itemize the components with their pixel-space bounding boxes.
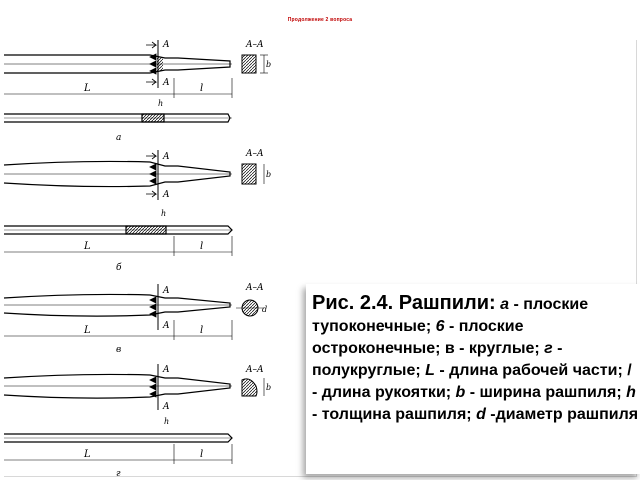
rasp-b-section-marks xyxy=(146,150,158,200)
dim-h-a: h xyxy=(158,99,164,108)
dim-L-a: L xyxy=(84,83,91,94)
section-aa-b xyxy=(242,164,264,184)
dim-b-b: b xyxy=(266,170,272,179)
rasp-b-dimensions xyxy=(4,236,232,256)
dim-l-c: l xyxy=(200,325,204,336)
section-mark-d2: A xyxy=(163,402,170,412)
dim-l-a: l xyxy=(200,83,204,94)
dim-d-c: d xyxy=(262,305,268,314)
section-aa-d xyxy=(242,378,264,396)
section-mark-b1: A xyxy=(163,152,170,162)
caption-text-width: - ширина рашпиля; xyxy=(465,384,627,401)
rasp-a-dimensions xyxy=(4,78,232,98)
variant-label-c: в xyxy=(116,345,122,355)
dim-l-d: l xyxy=(200,449,204,460)
rasp-b-side-view xyxy=(4,226,232,234)
rasp-d-plan-view xyxy=(4,374,232,398)
caption-sym-h: h xyxy=(626,384,636,401)
section-aa-c xyxy=(236,300,264,316)
section-label-a: A–A xyxy=(246,40,264,50)
rasp-d-section-marks xyxy=(150,364,158,410)
section-label-b: A–A xyxy=(246,149,264,159)
dim-h-b: h xyxy=(161,209,167,218)
dim-b-a: b xyxy=(266,60,272,69)
rasp-d-side-view xyxy=(4,434,232,442)
rasp-a-side-view xyxy=(4,114,232,122)
dim-l-b: l xyxy=(200,241,204,252)
section-label-c: A–A xyxy=(246,283,264,293)
rasp-c-dimensions xyxy=(4,320,232,340)
caption-sym-a: а xyxy=(500,296,510,313)
caption-text-d: -диаметр рашпиля xyxy=(485,406,639,423)
rasp-d-dimensions xyxy=(4,444,232,464)
caption-text-L: - длина рабочей части; / - длина рукоятки; xyxy=(312,362,632,401)
caption-sym-b: 6 xyxy=(435,318,445,335)
dim-b-d: b xyxy=(266,383,272,392)
section-mark-d1: A xyxy=(163,365,170,375)
slide-title: Продолжение 2 вопроса xyxy=(287,17,353,23)
rasp-b-plan-view xyxy=(4,161,232,186)
variant-label-a: а xyxy=(116,133,122,143)
section-mark-c1: A xyxy=(163,286,170,296)
caption-text-a: - плоские тупоконечные; xyxy=(312,296,589,335)
caption-sym-b-width: b xyxy=(455,384,466,401)
figure-caption xyxy=(306,284,640,474)
section-mark-b2: A xyxy=(163,190,170,200)
dim-L-c: L xyxy=(84,325,91,336)
variant-label-d: г xyxy=(116,469,121,479)
dim-L-d: L xyxy=(84,449,91,460)
caption-title: Рис. 2.4. Рашпили: xyxy=(312,292,496,314)
variant-label-b: б xyxy=(116,263,122,273)
caption-sym-L: L xyxy=(425,362,435,379)
rasp-c-plan-view xyxy=(4,294,232,316)
dim-L-b: L xyxy=(84,241,91,252)
dim-h-d: h xyxy=(164,417,170,426)
caption-sym-g: г xyxy=(544,340,553,357)
caption-text-g: - полукруглые; xyxy=(312,340,563,379)
section-label-d: A–A xyxy=(246,365,264,375)
rasp-a-plan-view xyxy=(4,55,232,73)
section-aa-a xyxy=(242,55,268,73)
caption-text-h: - толщина рашпиля; xyxy=(312,406,477,423)
rasp-c-section-marks xyxy=(150,284,158,330)
section-mark-a2: A xyxy=(163,78,170,88)
caption-text-b: - плоские остроконечные; в - круглые; xyxy=(312,318,545,357)
section-mark-a1: A xyxy=(163,40,170,50)
caption-sym-d: d xyxy=(476,406,486,423)
section-mark-c2: A xyxy=(163,321,170,331)
